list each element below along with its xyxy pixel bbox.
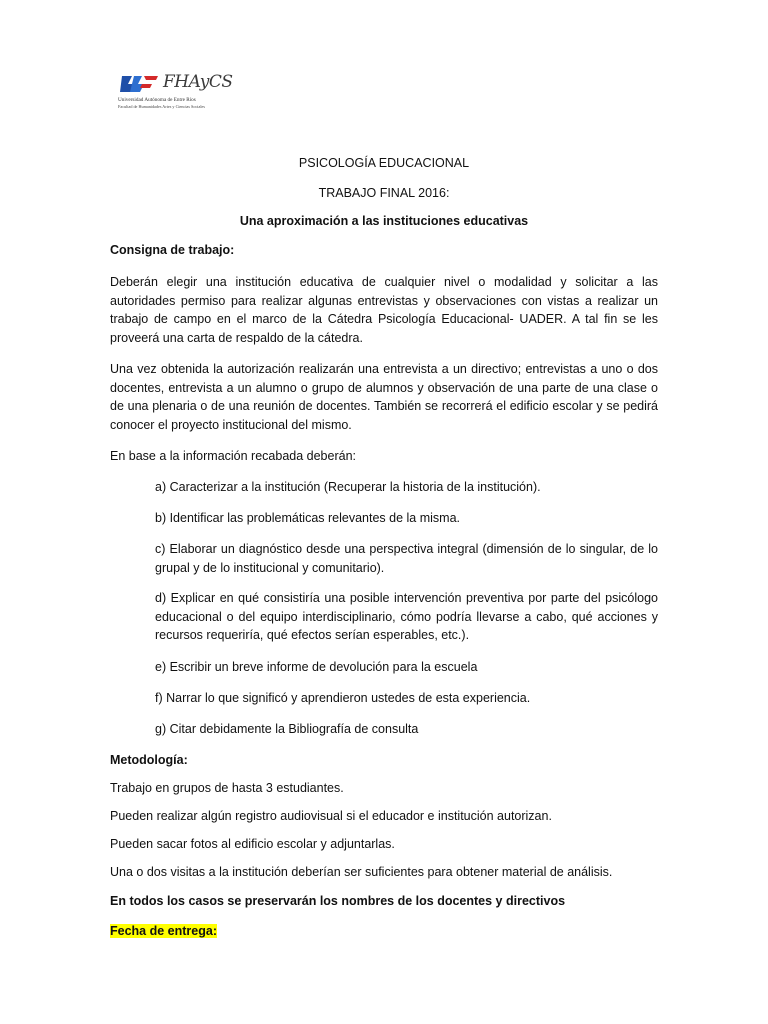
list-item-e: e) Escribir un breve informe de devolución para la escuela bbox=[155, 660, 478, 674]
method-line-3: Pueden sacar fotos al edificio escolar y adjuntarlas. bbox=[110, 837, 395, 851]
document-subtitle: Una aproximación a las instituciones educativas bbox=[239, 214, 529, 228]
faculty-name: Facultad de Humanidades Artes y Ciencias Sociales bbox=[118, 104, 205, 109]
list-item-d: d) Explicar en qué consistiría una posible intervención preventiva por parte del psicólogo educacional o del equipo interdisciplinario, cómo podría llevarse a cabo, qué acciones y recursos requeriría, qué efectos serían esperables, etc.). bbox=[155, 591, 658, 642]
fecha-entrega-row bbox=[110, 922, 658, 941]
course-title: PSICOLOGÍA EDUCACIONAL bbox=[298, 156, 470, 170]
list-item-g: g) Citar debidamente la Bibliografía de consulta bbox=[155, 722, 419, 736]
fhaycs-wordmark: FHAyCS bbox=[163, 72, 233, 92]
list-item-c: c) Elaborar un diagnóstico desde una perspectiva integral (dimensión de lo singular, de lo grupal y de lo institucional y comunitario). bbox=[155, 542, 658, 575]
list-item-a: a) Caracterizar a la institución (Recuperar la historia de la institución). bbox=[155, 480, 541, 494]
method-line-4: Una o dos visitas a la institución deberían ser suficientes para obtener material de análisis. bbox=[110, 865, 613, 879]
list-item-b: b) Identificar las problemáticas relevantes de la misma. bbox=[155, 511, 460, 525]
metodologia-heading: Metodología: bbox=[110, 753, 188, 767]
list-intro: En base a la información recabada deberán: bbox=[110, 449, 356, 463]
consigna-heading: Consigna de trabajo: bbox=[110, 243, 235, 257]
method-line-5: En todos los casos se preservarán los nombres de los docentes y directivos bbox=[110, 894, 566, 908]
uader-mark-icon bbox=[118, 72, 162, 96]
fecha-entrega-label: Fecha de entrega: bbox=[110, 924, 217, 938]
assignment-title: TRABAJO FINAL 2016: bbox=[318, 186, 450, 200]
paragraph-2: Una vez obtenida la autorización realizarán una entrevista a un directivo; entrevistas a uno o dos docentes, entrevista a un alumno o grupo de alumnos y observación de una parte de una clase o de una plenaria o de una reunión de docentes. También se recorrerá el edificio escolar y se pedirá conocer el proyecto institucional del mismo. bbox=[110, 362, 658, 432]
university-name: Universidad Autónoma de Entre Ríos bbox=[118, 97, 196, 103]
university-logo bbox=[118, 72, 233, 112]
method-line-1: Trabajo en grupos de hasta 3 estudiantes. bbox=[110, 781, 344, 795]
list-item-f: f) Narrar lo que significó y aprendieron ustedes de esta experiencia. bbox=[155, 691, 531, 705]
paragraph-1: Deberán elegir una institución educativa de cualquier nivel o modalidad y solicitar a las autoridades permiso para realizar algunas entrevistas y observaciones con vistas a realizar un trabajo de campo en el marco de la Cátedra Psicología Educacional- UADER. A tal fin se les proveerá una carta de respaldo de la cátedra. bbox=[110, 275, 658, 345]
method-line-2: Pueden realizar algún registro audiovisual si el educador e institución autorizan. bbox=[110, 809, 552, 823]
